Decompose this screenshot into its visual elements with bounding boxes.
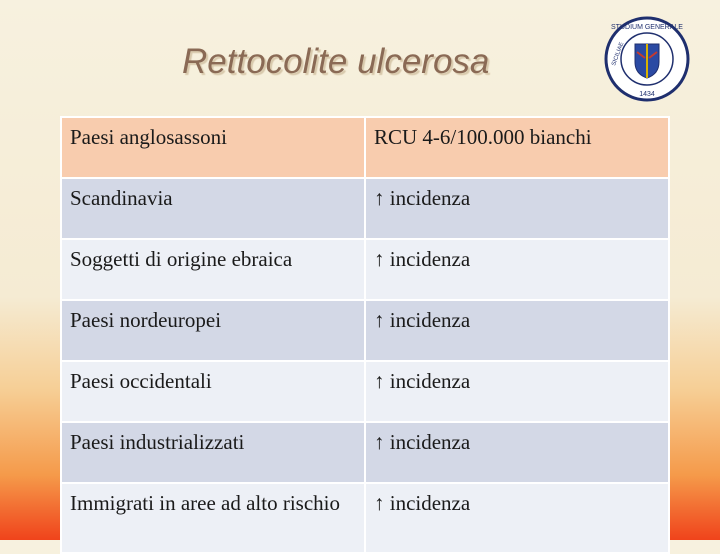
table-cell-incidence: ↑ incidenza: [365, 422, 669, 483]
table-cell-incidence: RCU 4-6/100.000 bianchi: [365, 117, 669, 178]
table-cell-incidence: ↑ incidenza: [365, 239, 669, 300]
table-row: [61, 361, 669, 422]
seal-top-text: STUDIUM GENERALE: [611, 24, 683, 31]
table-cell-region: Paesi industrializzati: [61, 422, 365, 483]
table-cell-region: Scandinavia: [61, 178, 365, 239]
table-cell-incidence: ↑ incidenza: [365, 178, 669, 239]
table-row: [61, 300, 669, 361]
table-cell-incidence: ↑ incidenza: [365, 361, 669, 422]
slide-title: Rettocolite ulcerosa: [182, 42, 490, 81]
table-row: [61, 178, 669, 239]
table-row: [61, 483, 669, 553]
seal-bottom-text: 1434: [639, 91, 655, 98]
seal-left-text: SICILIAE: [611, 41, 626, 67]
incidence-table: [60, 116, 670, 554]
table-row: [61, 422, 669, 483]
table-cell-region: Immigrati in aree ad alto rischio: [61, 483, 365, 553]
table-cell-region: Paesi anglosassoni: [61, 117, 365, 178]
table-cell-incidence: ↑ incidenza: [365, 300, 669, 361]
table-cell-incidence: ↑ incidenza: [365, 483, 669, 553]
table-row: [61, 117, 669, 178]
table-cell-region: Paesi nordeuropei: [61, 300, 365, 361]
university-seal-icon: [604, 16, 690, 102]
table-cell-region: Paesi occidentali: [61, 361, 365, 422]
table-cell-region: Soggetti di origine ebraica: [61, 239, 365, 300]
table-row: [61, 239, 669, 300]
